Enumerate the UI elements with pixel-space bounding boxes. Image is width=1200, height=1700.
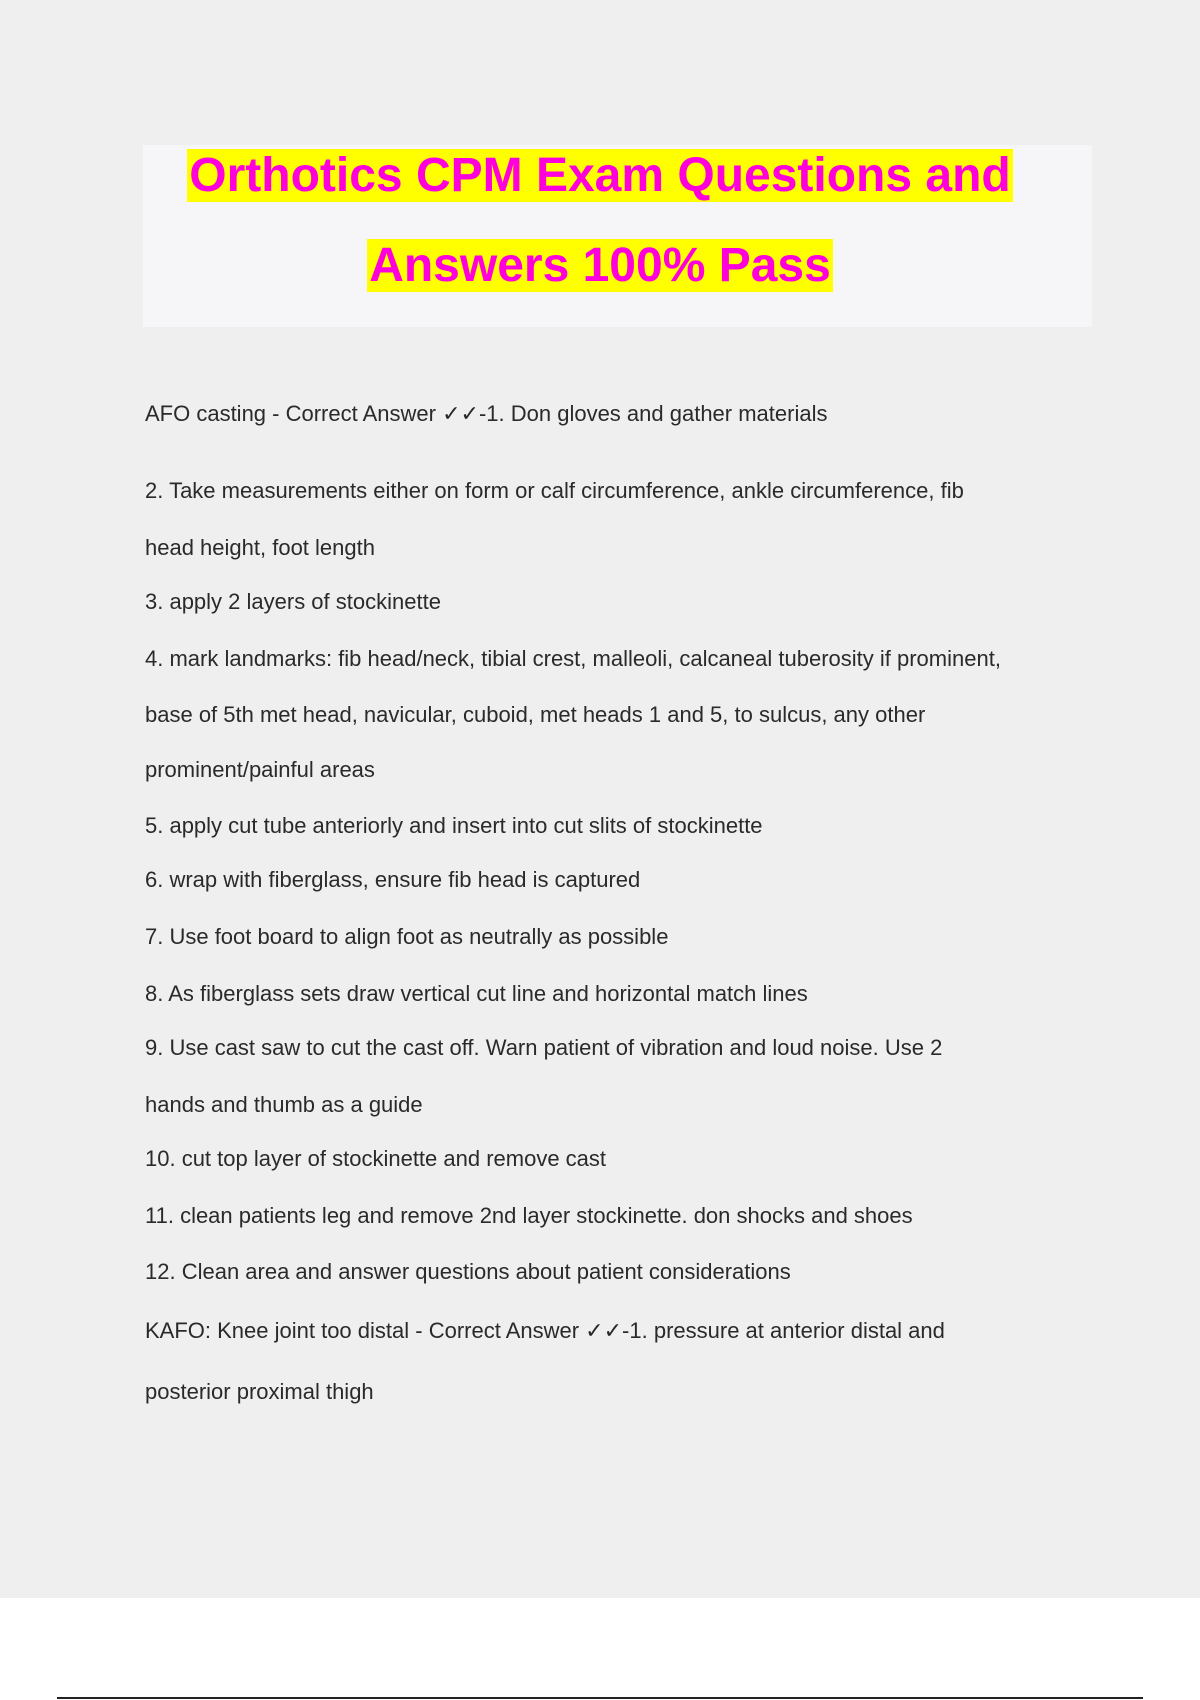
footer-divider: [57, 1697, 1143, 1699]
text-line: posterior proximal thigh: [145, 1379, 374, 1404]
document-title-line-2: [0, 238, 1200, 294]
text-line: 10. cut top layer of stockinette and remove cast: [145, 1146, 607, 1171]
text-line: AFO casting - Correct Answer ✓✓-1. Don gloves and gather materials: [145, 401, 828, 426]
text-line: 11. clean patients leg and remove 2nd layer stockinette. don shocks and shoes: [145, 1203, 913, 1228]
text-line: base of 5th met head, navicular, cuboid, met heads 1 and 5, to sulcus, any other: [145, 702, 926, 727]
text-line: 4. mark landmarks: fib head/neck, tibial crest, malleoli, calcaneal tuberosity if prominent,: [145, 646, 1001, 671]
text-line: 2. Take measurements either on form or calf circumference, ankle circumference, fib: [145, 478, 964, 503]
text-line: 6. wrap with fiberglass, ensure fib head is captured: [145, 867, 641, 892]
document-title-line-1: [0, 148, 1200, 204]
title-highlight-2: Answers 100% Pass: [369, 239, 831, 292]
text-line: KAFO: Knee joint too distal - Correct Answer ✓✓-1. pressure at anterior distal and: [145, 1318, 945, 1343]
text-line: 12. Clean area and answer questions about patient considerations: [145, 1259, 791, 1284]
title-highlight-1: Orthotics CPM Exam Questions and: [189, 149, 1011, 202]
text-line: head height, foot length: [145, 535, 375, 560]
text-line: 5. apply cut tube anteriorly and insert into cut slits of stockinette: [145, 813, 763, 838]
text-line: 9. Use cast saw to cut the cast off. Warn patient of vibration and loud noise. Use 2: [145, 1035, 943, 1060]
text-line: 3. apply 2 layers of stockinette: [145, 589, 441, 614]
text-line: 8. As fiberglass sets draw vertical cut line and horizontal match lines: [145, 981, 808, 1006]
text-line: hands and thumb as a guide: [145, 1092, 423, 1117]
text-line: 7. Use foot board to align foot as neutrally as possible: [145, 924, 669, 949]
text-line: prominent/painful areas: [145, 757, 375, 782]
